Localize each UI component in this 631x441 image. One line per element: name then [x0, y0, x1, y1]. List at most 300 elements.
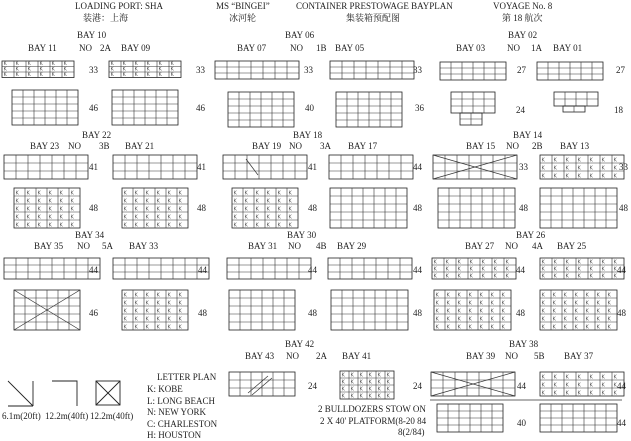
- cell-mark: K: [156, 316, 160, 323]
- cell-mark: K: [553, 374, 557, 381]
- cell-mark: K: [15, 222, 19, 229]
- bay-left: BAY 31: [248, 241, 278, 251]
- cell-mark: K: [156, 300, 160, 307]
- cell-mark: K: [39, 66, 43, 73]
- row-count: 48: [308, 308, 317, 318]
- cell-mark: K: [350, 379, 354, 386]
- cell-mark: K: [178, 222, 182, 229]
- bay-grid-upper-05: [330, 61, 414, 79]
- cell-mark: K: [15, 72, 19, 78]
- cell-mark: K: [37, 206, 41, 213]
- bay-grid-upper-15: [433, 155, 517, 179]
- cell-mark: K: [445, 259, 449, 266]
- cell-mark: K: [59, 222, 63, 229]
- cell-mark: K: [501, 324, 505, 331]
- cell-mark: K: [479, 324, 483, 331]
- legend-item: H: HOUSTON: [147, 430, 202, 440]
- cell-mark: K: [341, 393, 345, 400]
- cell-mark: K: [435, 316, 439, 323]
- bay-right: BAY 41: [342, 351, 372, 361]
- row-count: 44: [89, 265, 98, 275]
- symbol-40ft-corner: [52, 381, 77, 406]
- cell-mark: K: [123, 222, 127, 229]
- cell-mark: K: [255, 190, 259, 197]
- cell-mark: K: [553, 259, 557, 266]
- cell-mark: K: [288, 206, 292, 213]
- cell-mark: K: [479, 292, 483, 299]
- bay-hold: 5B: [534, 351, 545, 361]
- cell-mark: K: [577, 273, 581, 280]
- cell-mark: K: [377, 386, 381, 393]
- loading-port: LOADING PORT: SHA: [75, 1, 164, 11]
- cell-mark: K: [167, 324, 171, 331]
- symbol-label: 12.2m(40ft): [90, 411, 134, 421]
- cell-mark: K: [601, 266, 605, 273]
- bay-grid-upper-39: [431, 372, 515, 396]
- grid-line: [223, 155, 307, 179]
- cell-mark: K: [577, 374, 581, 381]
- group-label: BAY 06: [285, 30, 315, 40]
- cell-mark: K: [70, 206, 74, 213]
- cell-mark: K: [490, 292, 494, 299]
- cell-mark: K: [505, 266, 509, 273]
- cell-mark: K: [553, 173, 557, 180]
- cell-mark: K: [563, 324, 567, 331]
- cell-mark: K: [27, 66, 31, 73]
- cell-mark: K: [468, 316, 472, 323]
- cell-mark: K: [574, 316, 578, 323]
- group-label: BAY 26: [516, 230, 546, 240]
- cell-mark: K: [233, 222, 237, 229]
- cell-mark: K: [435, 300, 439, 307]
- note-line: 8(2/84): [398, 427, 425, 437]
- group-label: BAY 14: [513, 130, 543, 140]
- cell-mark: K: [266, 190, 270, 197]
- group-label: BAY 18: [293, 130, 323, 140]
- row-count: 48: [617, 308, 626, 318]
- row-count: 33: [413, 65, 422, 75]
- cell-mark: K: [446, 300, 450, 307]
- bay-grid-lower-09: [112, 90, 178, 125]
- cell-mark: K: [359, 372, 363, 379]
- row-count: 48: [413, 203, 422, 213]
- cell-mark: K: [59, 190, 63, 197]
- cell-mark: K: [134, 214, 138, 221]
- cell-mark: K: [613, 259, 617, 266]
- cell-mark: K: [359, 379, 363, 386]
- cell-mark: K: [277, 190, 281, 197]
- cell-mark: K: [468, 300, 472, 307]
- cell-mark: K: [589, 374, 593, 381]
- legend-item: N: NEW YORK: [147, 407, 206, 417]
- cell-mark: K: [123, 190, 127, 197]
- row-count: 27: [517, 65, 526, 75]
- row-count: 46: [89, 308, 98, 318]
- cell-mark: K: [563, 300, 567, 307]
- cell-mark: K: [110, 61, 114, 67]
- row-count: 41: [89, 162, 98, 172]
- bay-grid-upper-01: [537, 62, 603, 80]
- cell-mark: K: [565, 157, 569, 164]
- cell-mark: K: [122, 66, 126, 73]
- cell-mark: K: [541, 273, 545, 280]
- cell-mark: K: [589, 259, 593, 266]
- cell-mark: K: [266, 198, 270, 205]
- cell-mark: K: [123, 300, 127, 307]
- cell-mark: K: [505, 259, 509, 266]
- cell-mark: K: [433, 273, 437, 280]
- cell-mark: K: [435, 324, 439, 331]
- cell-mark: K: [601, 382, 605, 389]
- cell-mark: K: [233, 190, 237, 197]
- cell-mark: K: [244, 190, 248, 197]
- cell-mark: K: [156, 198, 160, 205]
- cell-mark: K: [386, 372, 390, 379]
- cell-mark: K: [565, 273, 569, 280]
- row-count: 36: [415, 103, 424, 113]
- cell-mark: K: [541, 157, 545, 164]
- cell-mark: K: [63, 66, 67, 73]
- cell-mark: K: [63, 72, 67, 78]
- row-count: 44: [516, 265, 525, 275]
- cell-mark: K: [565, 165, 569, 172]
- cell-mark: K: [51, 61, 55, 67]
- row-count: 24: [413, 381, 422, 391]
- cell-mark: K: [167, 300, 171, 307]
- cell-mark: K: [123, 214, 127, 221]
- cell-mark: K: [70, 214, 74, 221]
- cell-mark: K: [288, 190, 292, 197]
- cell-mark: K: [15, 61, 19, 67]
- cell-mark: K: [26, 222, 30, 229]
- cell-mark: K: [601, 165, 605, 172]
- cell-mark: K: [493, 259, 497, 266]
- cell-mark: K: [70, 198, 74, 205]
- cell-mark: K: [552, 300, 556, 307]
- cell-mark: K: [134, 190, 138, 197]
- cell-mark: K: [435, 292, 439, 299]
- bay-right: BAY 33: [129, 241, 159, 251]
- cell-mark: K: [123, 308, 127, 315]
- cell-mark: K: [167, 190, 171, 197]
- cell-mark: K: [134, 292, 138, 299]
- cell-mark: K: [288, 214, 292, 221]
- cell-mark: K: [26, 214, 30, 221]
- cell-mark: K: [48, 206, 52, 213]
- row-count: 24: [516, 105, 525, 115]
- cell-mark: K: [589, 173, 593, 180]
- cell-mark: K: [170, 72, 174, 78]
- cell-mark: K: [288, 198, 292, 205]
- cell-mark: K: [574, 300, 578, 307]
- cell-mark: K: [601, 157, 605, 164]
- cell-mark: K: [607, 316, 611, 323]
- cell-mark: K: [577, 157, 581, 164]
- cell-mark: K: [565, 390, 569, 397]
- cell-mark: K: [577, 266, 581, 273]
- cell-mark: K: [552, 316, 556, 323]
- cell-mark: K: [110, 66, 114, 73]
- cell-mark: K: [341, 372, 345, 379]
- bay-left: BAY 07: [237, 43, 267, 53]
- plan-title: CONTAINER PRESTOWAGE BAYPLAN: [296, 1, 453, 11]
- row-count: 44: [308, 265, 317, 275]
- cell-mark: K: [178, 206, 182, 213]
- row-count: 48: [197, 203, 206, 213]
- cell-mark: K: [110, 72, 114, 78]
- cell-mark: K: [607, 324, 611, 331]
- row-count: 44: [617, 418, 626, 428]
- cell-mark: K: [15, 190, 19, 197]
- cell-mark: K: [553, 266, 557, 273]
- row-count: 44: [413, 162, 422, 172]
- cell-mark: K: [178, 316, 182, 323]
- cell-mark: K: [596, 308, 600, 315]
- row-count: 46: [89, 103, 98, 113]
- legend-item: K: KOBE: [147, 384, 183, 394]
- cell-mark: K: [481, 259, 485, 266]
- row-count: 27: [616, 65, 625, 75]
- bay-grid-lower-29: [331, 290, 408, 330]
- row-count: 44: [617, 265, 626, 275]
- bay-right: BAY 09: [121, 43, 151, 53]
- cell-mark: K: [178, 214, 182, 221]
- cell-mark: K: [123, 206, 127, 213]
- row-count: 40: [305, 103, 314, 113]
- bay-grid-lower-39: [437, 404, 503, 432]
- cell-mark: K: [541, 316, 545, 323]
- cell-mark: K: [37, 198, 41, 205]
- cell-mark: K: [255, 206, 259, 213]
- cell-mark: K: [51, 66, 55, 73]
- grid-line: [4, 155, 88, 179]
- cell-mark: K: [377, 393, 381, 400]
- cell-mark: K: [59, 198, 63, 205]
- cell-mark: K: [541, 292, 545, 299]
- cell-mark: K: [565, 374, 569, 381]
- cell-mark: K: [613, 390, 617, 397]
- symbol-label: 6.1m(20ft): [2, 411, 41, 421]
- row-count: 48: [619, 203, 628, 213]
- bay-grid-lower-31: [229, 290, 295, 330]
- bay-grid-upper-21: [113, 155, 197, 179]
- cell-mark: K: [59, 206, 63, 213]
- cell-mark: K: [255, 222, 259, 229]
- bay-no: NO: [288, 241, 301, 251]
- bay-left: BAY 15: [466, 141, 496, 151]
- symbol-20ft-box: [8, 380, 34, 406]
- grid-line: [227, 258, 311, 279]
- cell-mark: K: [541, 266, 545, 273]
- symbol-label: 12.2m(40ft): [45, 411, 89, 421]
- cell-mark: K: [541, 382, 545, 389]
- cell-mark: K: [244, 214, 248, 221]
- note-line: 2 X 40' PLATFORM(8-20 84: [320, 416, 427, 426]
- cell-mark: K: [37, 222, 41, 229]
- cell-mark: K: [468, 292, 472, 299]
- bay-hold: 1A: [531, 43, 542, 53]
- cell-mark: K: [596, 292, 600, 299]
- cell-mark: K: [435, 308, 439, 315]
- row-count: 33: [89, 65, 98, 75]
- cell-mark: K: [266, 206, 270, 213]
- cell-mark: K: [490, 324, 494, 331]
- cell-mark: K: [501, 316, 505, 323]
- cell-mark: K: [445, 273, 449, 280]
- bay-grid-lower-01: [554, 92, 598, 106]
- cell-mark: K: [48, 214, 52, 221]
- vessel-name: MS “BINGEI”: [216, 1, 270, 11]
- loading-port-cn: 装港：上海: [83, 13, 129, 23]
- bay-grid-lower-07: [228, 92, 294, 127]
- grid-line: [215, 61, 299, 79]
- cell-mark: K: [613, 157, 617, 164]
- cell-mark: K: [577, 165, 581, 172]
- cell-mark: K: [48, 198, 52, 205]
- cell-mark: K: [134, 66, 138, 73]
- bay-grid-lower-03b: [460, 113, 482, 125]
- bay-left: BAY 35: [34, 241, 64, 251]
- cell-mark: K: [553, 273, 557, 280]
- cell-mark: K: [574, 292, 578, 299]
- cell-mark: K: [156, 214, 160, 221]
- group-label: BAY 22: [82, 130, 112, 140]
- group-label: BAY 02: [508, 30, 538, 40]
- cell-mark: K: [479, 316, 483, 323]
- cell-mark: K: [244, 222, 248, 229]
- bay-grid-upper-17: [329, 155, 413, 179]
- bay-left: BAY 11: [28, 43, 57, 53]
- cell-mark: K: [469, 266, 473, 273]
- cell-mark: K: [553, 390, 557, 397]
- cell-mark: K: [122, 61, 126, 67]
- cell-mark: K: [490, 308, 494, 315]
- legend-item: L: LONG BEACH: [147, 396, 215, 406]
- cell-mark: K: [541, 300, 545, 307]
- cell-mark: K: [134, 61, 138, 67]
- cell-mark: K: [244, 206, 248, 213]
- row-count: 41: [197, 162, 206, 172]
- cell-mark: K: [26, 198, 30, 205]
- voyage-no: VOYAGE No. 8: [493, 1, 553, 11]
- cell-mark: K: [368, 386, 372, 393]
- bay-hold: 2A: [100, 43, 111, 53]
- cell-mark: K: [607, 300, 611, 307]
- cell-mark: K: [601, 259, 605, 266]
- cell-mark: K: [145, 190, 149, 197]
- row-count: 48: [198, 308, 207, 318]
- cell-mark: K: [178, 190, 182, 197]
- cell-mark: K: [277, 206, 281, 213]
- bay-grid-lower-01b: [563, 106, 585, 112]
- group-label: BAY 38: [509, 339, 539, 349]
- cell-mark: K: [613, 273, 617, 280]
- cell-mark: K: [577, 390, 581, 397]
- cell-mark: K: [563, 308, 567, 315]
- cell-mark: K: [585, 324, 589, 331]
- cell-mark: K: [601, 273, 605, 280]
- cell-mark: K: [146, 72, 150, 78]
- bay-hold: 3B: [99, 141, 110, 151]
- grid-line: [331, 290, 408, 330]
- bay-grid-lower-11: [12, 90, 78, 125]
- cell-mark: K: [613, 173, 617, 180]
- cell-mark: K: [51, 72, 55, 78]
- cell-mark: K: [70, 190, 74, 197]
- bay-no: NO: [286, 351, 299, 361]
- cell-mark: K: [266, 214, 270, 221]
- bay-no: NO: [79, 43, 92, 53]
- cell-mark: K: [359, 393, 363, 400]
- row-count: 41: [308, 162, 317, 172]
- row-count: 46: [196, 103, 205, 113]
- cell-mark: K: [266, 222, 270, 229]
- cell-mark: K: [167, 206, 171, 213]
- row-count: 48: [519, 203, 528, 213]
- bay-no: NO: [507, 43, 520, 53]
- cell-mark: K: [596, 300, 600, 307]
- cell-mark: K: [490, 316, 494, 323]
- cell-mark: K: [277, 198, 281, 205]
- row-count: 48: [89, 203, 98, 213]
- cell-mark: K: [146, 61, 150, 67]
- bay-hold: 5A: [102, 241, 113, 251]
- row-count: 18: [614, 105, 623, 115]
- cell-mark: K: [123, 198, 127, 205]
- bay-grid-lower-37: [540, 404, 617, 432]
- cell-mark: K: [158, 66, 162, 73]
- bay-no: NO: [77, 241, 90, 251]
- bay-hold: 1B: [316, 43, 327, 53]
- cell-mark: K: [178, 292, 182, 299]
- cell-mark: K: [350, 372, 354, 379]
- cell-mark: K: [134, 72, 138, 78]
- cell-mark: K: [122, 72, 126, 78]
- grid-line: [438, 188, 515, 228]
- bay-grid-lower-35: [14, 290, 80, 330]
- cell-mark: K: [596, 324, 600, 331]
- legend-item: C: CHARLESTON: [147, 419, 218, 429]
- cell-mark: K: [123, 292, 127, 299]
- cell-mark: K: [433, 259, 437, 266]
- cell-mark: K: [145, 198, 149, 205]
- cell-mark: K: [134, 198, 138, 205]
- row-count: 48: [516, 308, 525, 318]
- cell-mark: K: [386, 393, 390, 400]
- legend-title: LETTER PLAN: [157, 372, 217, 382]
- cell-mark: K: [167, 292, 171, 299]
- cell-mark: K: [15, 214, 19, 221]
- row-count: 44: [517, 381, 526, 391]
- bay-left: BAY 43: [245, 351, 275, 361]
- bay-grid-upper-03: [440, 62, 506, 80]
- cell-mark: K: [613, 165, 617, 172]
- cell-mark: K: [368, 393, 372, 400]
- cell-mark: K: [469, 259, 473, 266]
- cell-mark: K: [277, 222, 281, 229]
- cell-mark: K: [468, 324, 472, 331]
- cell-mark: K: [39, 72, 43, 78]
- cell-mark: K: [156, 190, 160, 197]
- cell-mark: K: [63, 61, 67, 67]
- cell-mark: K: [350, 393, 354, 400]
- cell-mark: K: [134, 222, 138, 229]
- cell-mark: K: [27, 72, 31, 78]
- cell-mark: K: [145, 316, 149, 323]
- cell-mark: K: [577, 382, 581, 389]
- cell-mark: K: [589, 382, 593, 389]
- cell-mark: K: [601, 374, 605, 381]
